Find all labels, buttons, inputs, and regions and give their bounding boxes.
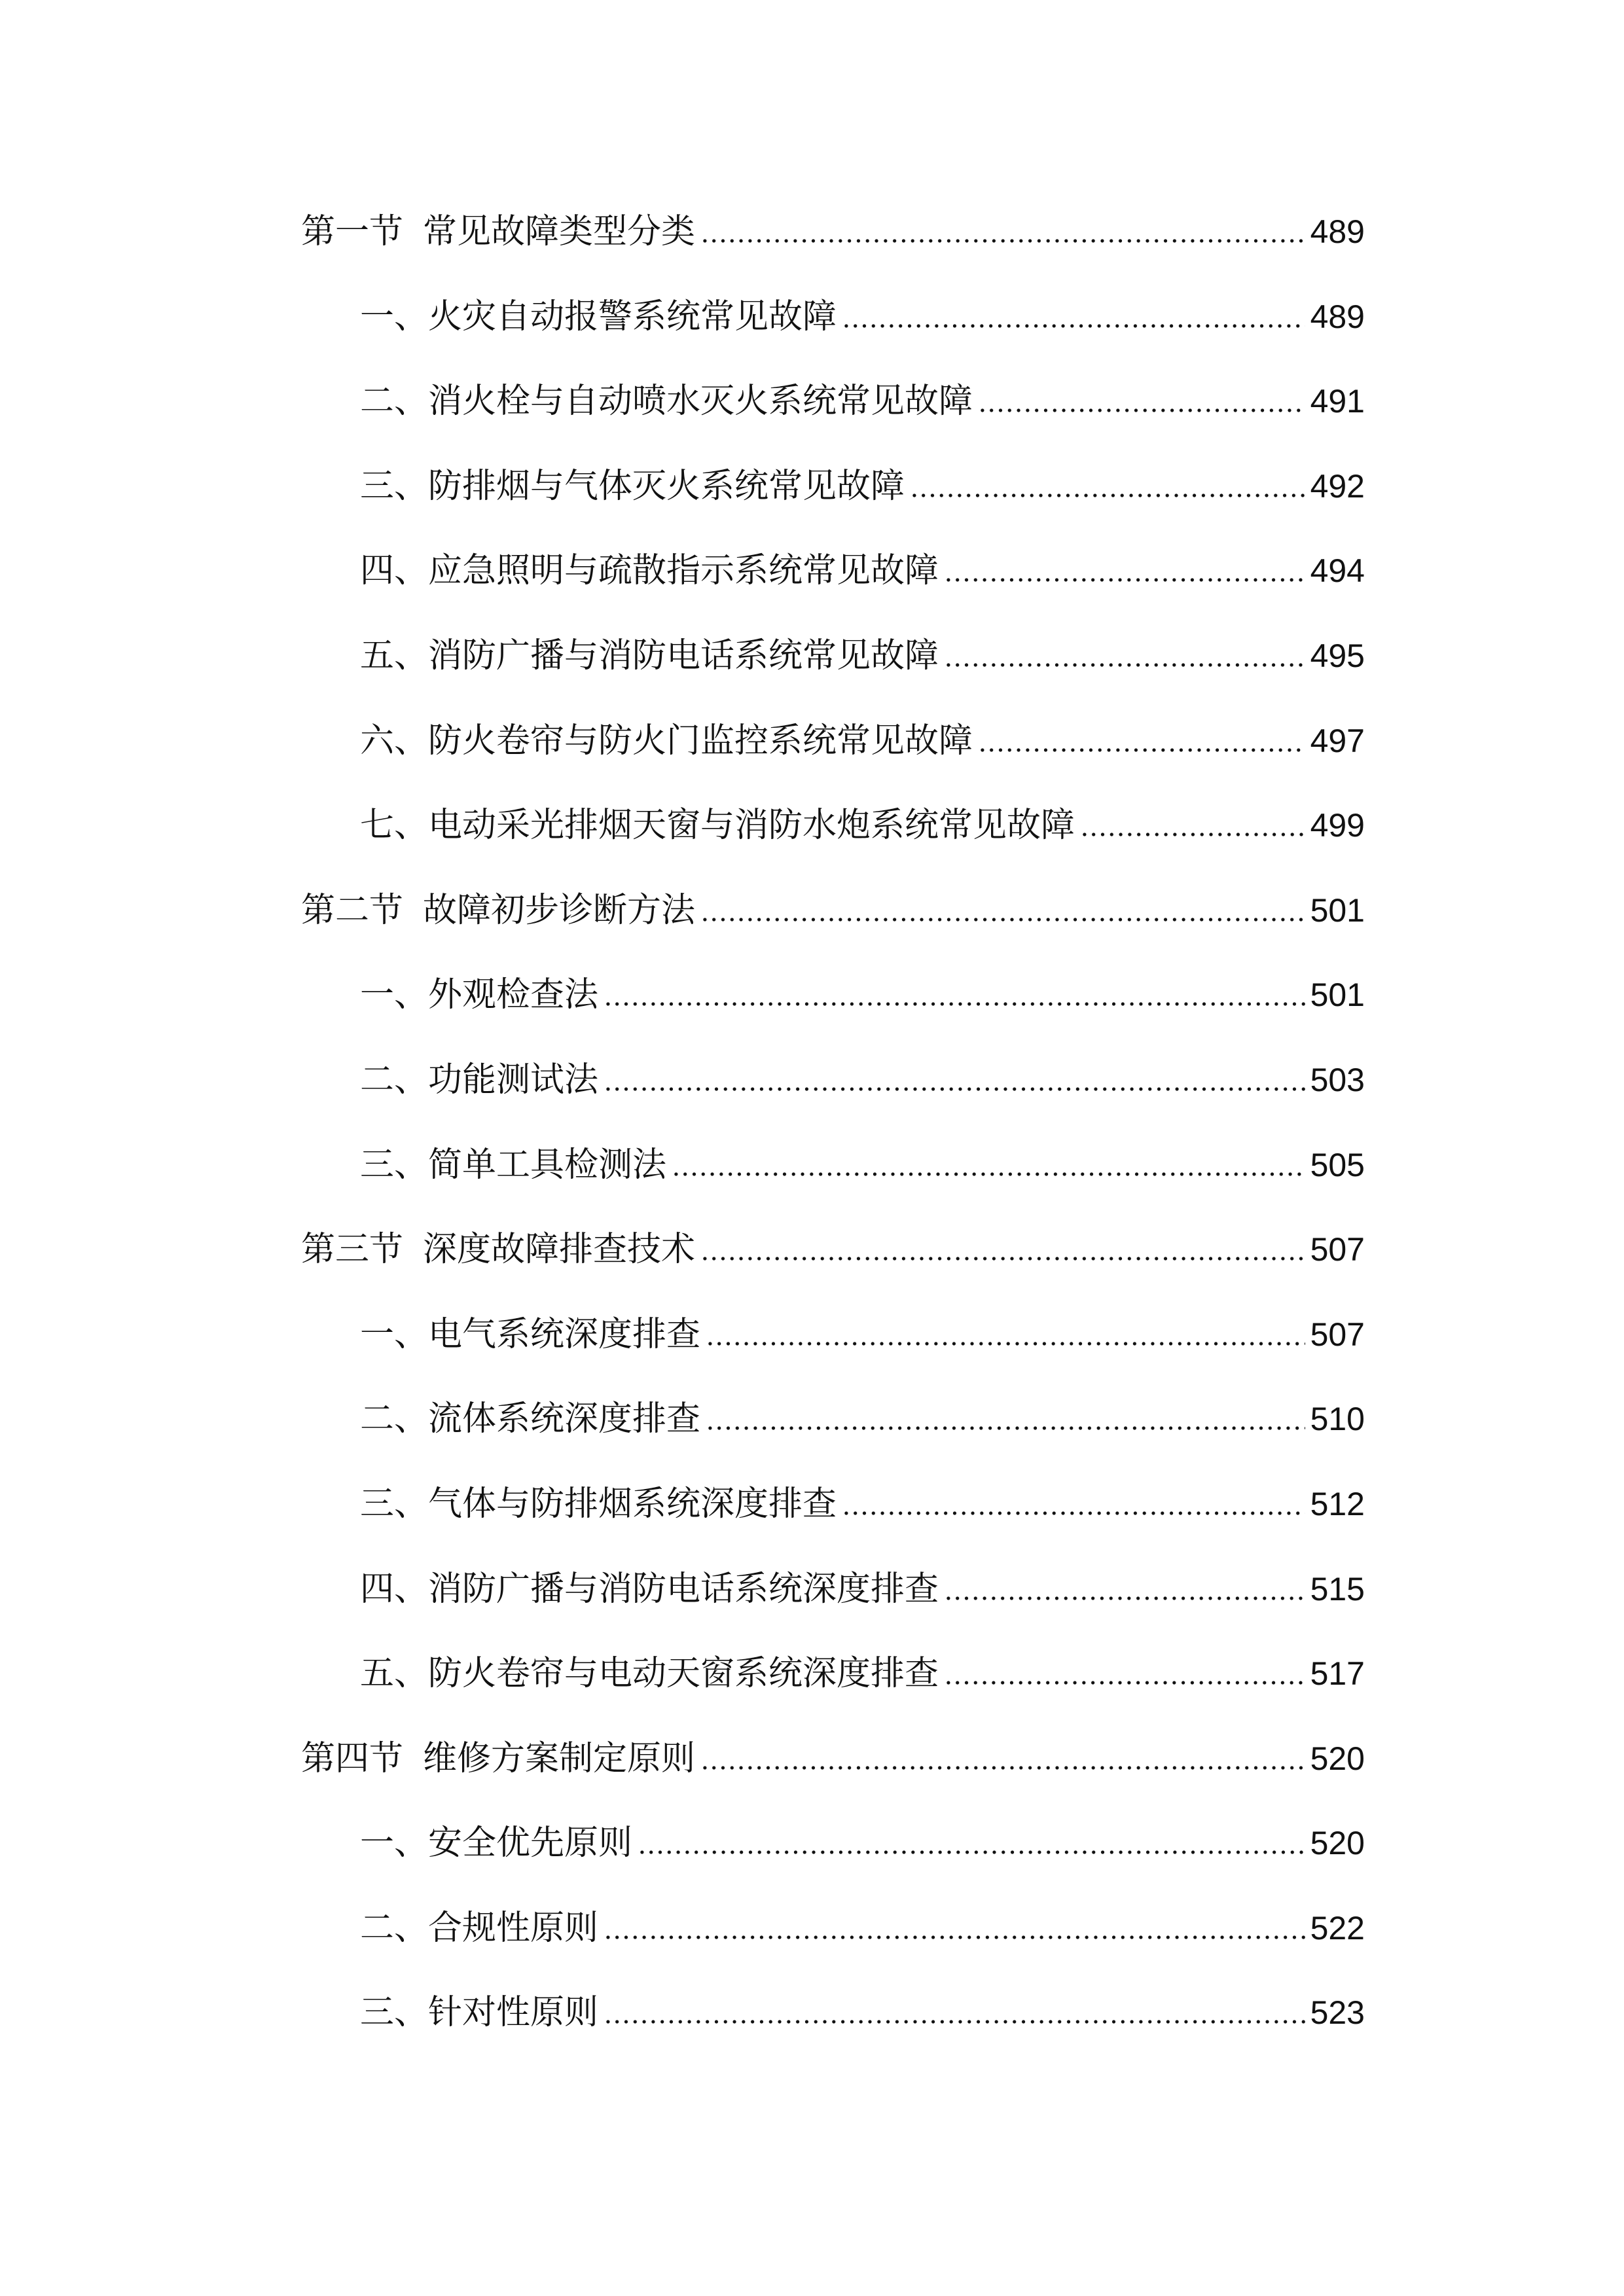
toc-item[interactable] — [301, 444, 1365, 529]
toc-number: 二、 — [360, 1399, 429, 1439]
toc-number: 一、 — [360, 975, 429, 1015]
toc-page-number: 523 — [1310, 1994, 1365, 2032]
dot-leader — [910, 493, 1305, 497]
toc-number: 一、 — [360, 1823, 429, 1863]
toc-title: 故障初步诊断方法 — [423, 890, 696, 930]
toc-page-number: 489 — [1310, 213, 1365, 250]
toc-item[interactable] — [301, 359, 1365, 444]
toc-page-number: 494 — [1310, 552, 1365, 590]
toc-number: 五、 — [360, 1654, 429, 1694]
toc-title: 电气系统深度排查 — [428, 1314, 701, 1354]
toc-number: 二、 — [360, 1060, 429, 1100]
toc-item[interactable] — [301, 1377, 1365, 1462]
toc-title: 合规性原则 — [428, 1908, 599, 1948]
toc-page-number: 522 — [1310, 1909, 1365, 1946]
toc-page-number: 517 — [1310, 1655, 1365, 1693]
toc-number: 二、 — [360, 382, 429, 422]
dot-leader — [700, 1766, 1305, 1770]
toc-section-1[interactable] — [301, 190, 1365, 275]
dot-leader — [700, 239, 1305, 243]
toc-page-number: 495 — [1310, 637, 1365, 674]
toc-item[interactable] — [301, 699, 1365, 784]
toc-page-number: 505 — [1310, 1146, 1365, 1183]
toc-title: 防排烟与气体灭火系统常见故障 — [428, 466, 905, 506]
toc-title: 外观检查法 — [428, 975, 599, 1015]
toc-number: 第二节 — [301, 890, 404, 930]
toc-page-number: 499 — [1310, 807, 1365, 844]
toc-item[interactable] — [301, 529, 1365, 614]
dot-leader — [944, 1596, 1305, 1600]
toc-page-number: 492 — [1310, 467, 1365, 505]
toc-page-number: 520 — [1310, 1825, 1365, 1862]
toc-number: 一、 — [360, 1314, 429, 1354]
toc-item[interactable] — [301, 1801, 1365, 1886]
dot-leader — [700, 918, 1305, 922]
toc-title: 针对性原则 — [428, 1993, 599, 2033]
table-of-contents — [301, 190, 1365, 2056]
toc-number: 四、 — [360, 551, 429, 591]
toc-title: 安全优先原则 — [428, 1823, 633, 1863]
toc-item[interactable] — [301, 1632, 1365, 1717]
toc-page-number: 520 — [1310, 1740, 1365, 1777]
toc-title: 常见故障类型分类 — [423, 212, 696, 251]
toc-page-number: 507 — [1310, 1316, 1365, 1353]
toc-item[interactable] — [301, 1462, 1365, 1547]
toc-title: 火灾自动报警系统常见故障 — [428, 296, 837, 336]
toc-page-number: 491 — [1310, 383, 1365, 420]
dot-leader — [672, 1172, 1305, 1176]
toc-number: 五、 — [360, 636, 429, 675]
dot-leader — [944, 663, 1305, 667]
toc-number: 一、 — [360, 296, 429, 336]
toc-item[interactable] — [301, 953, 1365, 1038]
toc-section-4[interactable] — [301, 1717, 1365, 1802]
toc-title: 深度故障排查技术 — [423, 1230, 696, 1270]
toc-item[interactable] — [301, 1547, 1365, 1632]
toc-page-number: 507 — [1310, 1231, 1365, 1268]
dot-leader — [842, 324, 1305, 328]
toc-number: 第三节 — [301, 1230, 404, 1270]
toc-item[interactable] — [301, 1123, 1365, 1208]
toc-number: 六、 — [360, 721, 429, 761]
toc-item[interactable] — [301, 1038, 1365, 1123]
toc-title: 气体与防排烟系统深度排查 — [428, 1484, 837, 1524]
toc-title: 消防广播与消防电话系统深度排查 — [428, 1569, 939, 1609]
toc-item[interactable] — [301, 614, 1365, 699]
toc-title: 应急照明与疏散指示系统常见故障 — [428, 551, 939, 591]
dot-leader — [706, 1426, 1305, 1430]
toc-title: 简单工具检测法 — [428, 1145, 667, 1185]
dot-leader — [1080, 833, 1305, 836]
toc-title: 防火卷帘与电动天窗系统深度排查 — [428, 1654, 939, 1694]
dot-leader — [604, 1935, 1305, 1939]
toc-number: 三、 — [360, 1145, 429, 1185]
toc-title: 消火栓与自动喷水灭火系统常见故障 — [428, 382, 973, 422]
toc-page-number: 503 — [1310, 1061, 1365, 1098]
dot-leader — [978, 748, 1305, 752]
toc-title: 电动采光排烟天窗与消防水炮系统常见故障 — [428, 806, 1075, 846]
toc-number: 三、 — [360, 466, 429, 506]
toc-number: 四、 — [360, 1569, 429, 1609]
toc-number: 第一节 — [301, 212, 404, 251]
toc-section-2[interactable] — [301, 869, 1365, 954]
toc-page-number: 501 — [1310, 891, 1365, 929]
toc-page-number: 497 — [1310, 722, 1365, 759]
dot-leader — [700, 1257, 1305, 1261]
toc-page-number: 489 — [1310, 298, 1365, 335]
toc-section-3[interactable] — [301, 1208, 1365, 1293]
toc-page-number: 510 — [1310, 1401, 1365, 1438]
dot-leader — [842, 1511, 1305, 1515]
dot-leader — [944, 1681, 1305, 1685]
dot-leader — [638, 1850, 1305, 1854]
toc-item[interactable] — [301, 1971, 1365, 2056]
toc-page-number: 515 — [1310, 1570, 1365, 1607]
toc-number: 七、 — [360, 806, 429, 846]
toc-item[interactable] — [301, 783, 1365, 869]
toc-item[interactable] — [301, 1293, 1365, 1378]
toc-page-number: 512 — [1310, 1485, 1365, 1522]
dot-leader — [604, 1002, 1305, 1006]
toc-item[interactable] — [301, 1886, 1365, 1971]
toc-number: 三、 — [360, 1993, 429, 2033]
toc-title: 防火卷帘与防火门监控系统常见故障 — [428, 721, 973, 761]
dot-leader — [604, 2020, 1305, 2024]
toc-item[interactable] — [301, 275, 1365, 360]
toc-number: 二、 — [360, 1908, 429, 1948]
toc-title: 功能测试法 — [428, 1060, 599, 1100]
toc-number: 三、 — [360, 1484, 429, 1524]
toc-page-number: 501 — [1310, 977, 1365, 1014]
dot-leader — [978, 408, 1305, 412]
toc-number: 第四节 — [301, 1738, 404, 1778]
dot-leader — [706, 1342, 1305, 1346]
dot-leader — [604, 1087, 1305, 1091]
dot-leader — [944, 578, 1305, 582]
toc-title: 消防广播与消防电话系统常见故障 — [428, 636, 939, 675]
toc-title: 流体系统深度排查 — [428, 1399, 701, 1439]
toc-title: 维修方案制定原则 — [423, 1738, 696, 1778]
